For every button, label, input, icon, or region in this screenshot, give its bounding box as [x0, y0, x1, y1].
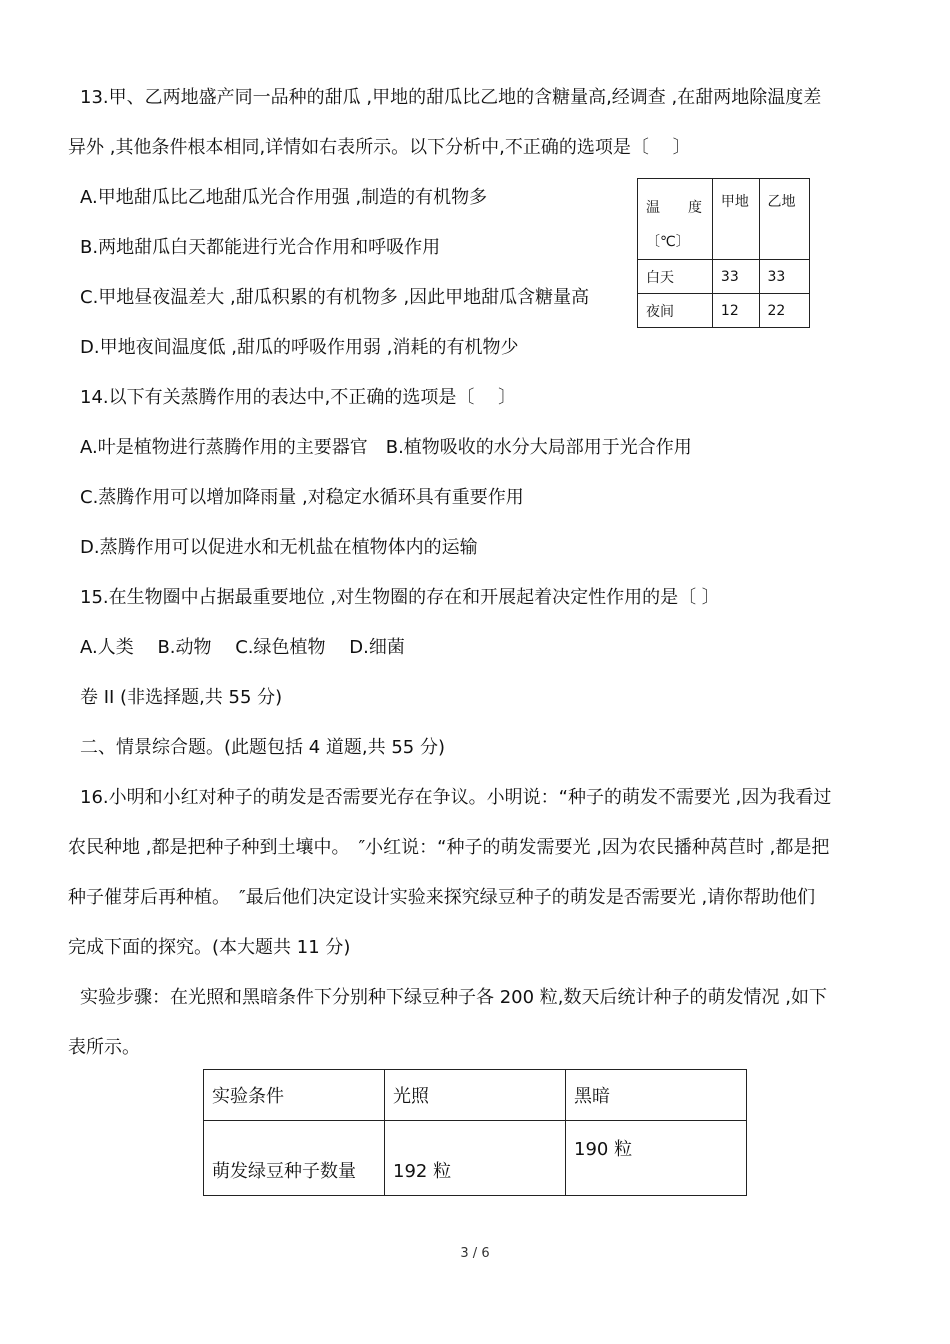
q16-line3: 种子催芽后再种植。 ″最后他们决定设计实验来探究绿豆种子的萌发是否需要光 ,请你帮助他们: [68, 887, 816, 908]
q13-table-cell: 12: [712, 294, 759, 328]
q13-table-header-jia: 甲地: [712, 179, 759, 260]
q14-option-d: D.蒸腾作用可以促进水和无机盐在植物体内的运输: [80, 537, 478, 558]
q13-option-c: C.甲地昼夜温差大 ,甜瓜积累的有机物多 ,因此甲地甜瓜含糖量高: [80, 287, 590, 308]
q13-stem-line1: 13.甲、乙两地盛产同一品种的甜瓜 ,甲地的甜瓜比乙地的含糖量高,经调查 ,在甜两地除温度差: [80, 87, 822, 108]
q13-table-header-temp-top: 温 度: [646, 200, 702, 216]
q16-line4: 完成下面的探究。(本大题共 11 分): [68, 937, 351, 958]
q13-table-header-temp: [638, 179, 713, 260]
q16-table-cell-light: 192 粒: [385, 1121, 566, 1196]
q13-option-b: B.两地甜瓜白天都能进行光合作用和呼吸作用: [80, 237, 441, 258]
part2-heading: 二、情景综合题。(此题包括 4 道题,共 55 分): [80, 737, 446, 758]
q14-stem: 14.以下有关蒸腾作用的表达中,不正确的选项是〔 〕: [80, 387, 517, 408]
q16-step-line1: 实验步骤：在光照和黑暗条件下分别种下绿豆种子各 200 粒,数天后统计种子的萌发情况 ,如下: [80, 987, 827, 1008]
q13-stem-line2: 异外 ,其他条件根本相同,详情如右表所示。以下分析中,不正确的选项是〔 〕: [68, 137, 691, 158]
q16-table-cell-dark: 190 粒: [566, 1121, 747, 1196]
q13-option-a: A.甲地甜瓜比乙地甜瓜光合作用强 ,制造的有机物多: [80, 187, 488, 208]
q13-temperature-table: [637, 178, 810, 328]
q14-option-ab: A.叶是植物进行蒸腾作用的主要器官 B.植物吸收的水分大局部用于光合作用: [80, 437, 692, 458]
q16-table-header-condition: 实验条件: [204, 1070, 385, 1121]
volume-heading: 卷 II (非选择题,共 55 分): [80, 687, 283, 708]
q15-stem: 15.在生物圈中占据最重要地位 ,对生物圈的存在和开展起着决定性作用的是〔 〕: [80, 587, 720, 608]
q13-table-row-label: 白天: [638, 260, 713, 294]
q16-table-header-light: 光照: [385, 1070, 566, 1121]
q16-experiment-table: [203, 1069, 747, 1196]
q13-table-header-temp-unit: 〔℃〕: [646, 234, 690, 250]
q16-line1: 16.小明和小红对种子的萌发是否需要光存在争议。小明说：“种子的萌发不需要光 ,因为我看过: [80, 787, 832, 808]
q16-step-line2: 表所示。: [68, 1037, 140, 1058]
q13-table-header-yi: 乙地: [759, 179, 809, 260]
q16-table-header-dark: 黑暗: [566, 1070, 747, 1121]
q14-option-c: C.蒸腾作用可以增加降雨量 ,对稳定水循环具有重要作用: [80, 487, 524, 508]
page-number: 3 / 6: [460, 1246, 490, 1261]
q15-options: A.人类 B.动物 C.绿色植物 D.细菌: [80, 637, 405, 658]
q13-table-cell: 33: [759, 260, 809, 294]
q16-table-row-label: 萌发绿豆种子数量: [204, 1121, 385, 1196]
q13-table-cell: 33: [712, 260, 759, 294]
q16-line2: 农民种地 ,都是把种子种到土壤中。 ″小红说：“种子的萌发需要光 ,因为农民播种莴苣时 ,都是把: [68, 837, 830, 858]
q13-table-cell: 22: [759, 294, 809, 328]
q13-table-row-label: 夜间: [638, 294, 713, 328]
q13-option-d: D.甲地夜间温度低 ,甜瓜的呼吸作用弱 ,消耗的有机物少: [80, 337, 519, 358]
